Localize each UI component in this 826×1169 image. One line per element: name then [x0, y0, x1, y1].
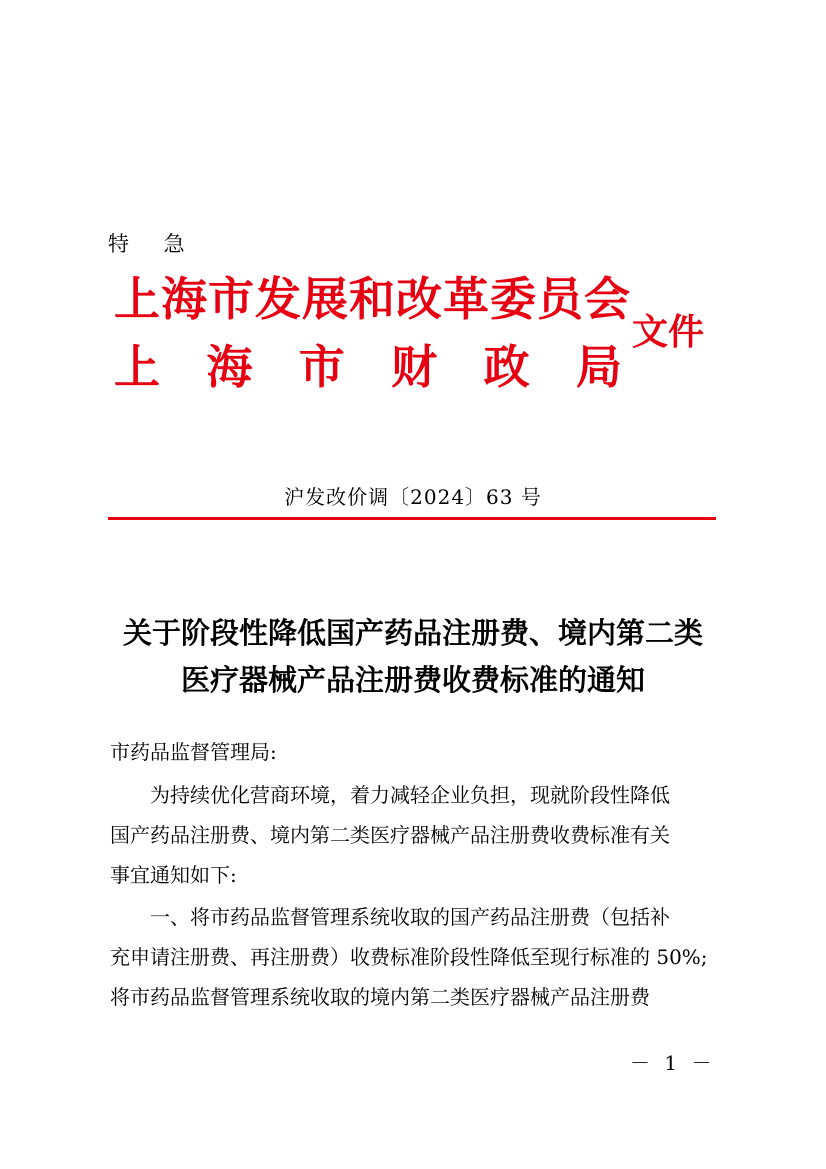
issuer-char: 市 [298, 340, 345, 394]
title-line: 医疗器械产品注册费收费标准的通知 [180, 663, 645, 697]
title-line: 关于阶段性降低国产药品注册费、境内第二类 [122, 616, 703, 650]
page-number: － 1 － [630, 1051, 716, 1075]
body-line: 一、将市药品监督管理系统收取的国产药品注册费（包括补 [150, 905, 670, 929]
issuer-char: 政 [483, 340, 530, 394]
document-title [100, 610, 726, 704]
document-suffix: 文件 [632, 311, 705, 353]
body-line: 将市药品监督管理系统收取的境内第二类医疗器械产品注册费 [110, 985, 650, 1009]
red-divider [108, 517, 716, 520]
body-line: 充申请注册费、再注册费）收费标准阶段性降低至现行标准的 50%; [110, 945, 708, 969]
issuer-char: 上 [114, 340, 160, 394]
paragraph-item-1 [110, 897, 716, 1017]
issuer-line-ndrc: 上海市发展和改革委员会 [114, 272, 631, 326]
urgency-label: 特 急 [108, 232, 199, 256]
body-line: 为持续优化营商环境，着力减轻企业负担，现就阶段性降低 [150, 783, 670, 807]
salutation: 市药品监督管理局: [110, 740, 277, 764]
issuer-char: 财 [391, 340, 438, 394]
document-number: 沪发改价调〔2024〕63 号 [284, 485, 542, 509]
issuer-char: 局 [575, 340, 622, 394]
body-line: 国产药品注册费、境内第二类医疗器械产品注册费收费标准有关 [110, 823, 670, 847]
issuer-char: 海 [206, 340, 253, 394]
issuer-line-finance [114, 340, 622, 394]
paragraph-intro [110, 775, 716, 895]
body-line: 事宜通知如下: [110, 863, 237, 887]
